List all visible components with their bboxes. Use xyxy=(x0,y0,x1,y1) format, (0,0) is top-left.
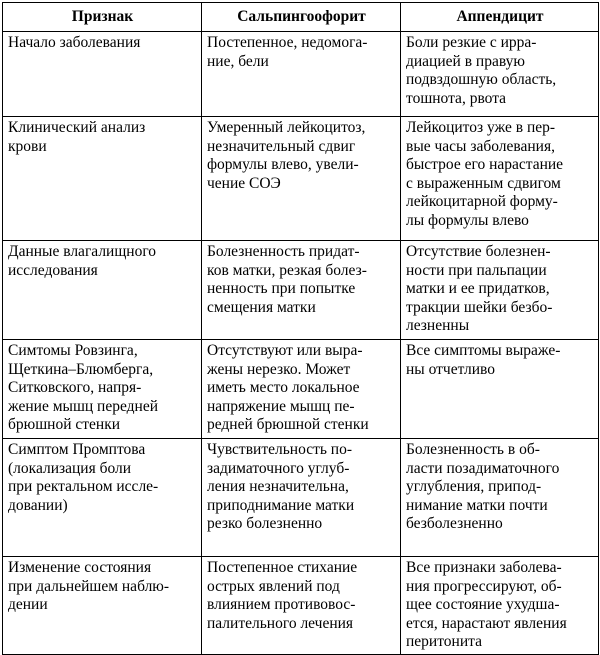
cell-appendicitis xyxy=(401,340,599,439)
table-row xyxy=(3,32,599,117)
table-row xyxy=(3,117,599,241)
cell-line: ласти позадиматочного xyxy=(406,459,560,477)
cell-line: ления незначительна, xyxy=(207,478,349,496)
cell-line: тошнота, рвота xyxy=(406,89,507,107)
cell-line: Щеткина–Блюмберга, xyxy=(8,360,154,378)
cell-line: Клинический анализ xyxy=(8,119,146,136)
cell-line: Постепенное, недомога- xyxy=(207,34,368,51)
cell-line: задиматочного углуб- xyxy=(207,459,350,477)
cell-line: лы формулы влево xyxy=(406,211,529,229)
cell-sign xyxy=(3,241,202,340)
cell-sign xyxy=(3,557,202,655)
cell-line: Чувствительность по- xyxy=(207,441,353,458)
cell-line: Ситковского, напря- xyxy=(8,379,142,397)
cell-line: Начало заболевания xyxy=(8,34,141,51)
cell-line: щее состояние ухудша- xyxy=(406,596,560,614)
table-body xyxy=(3,32,599,655)
cell-line: быстрое его нарастание xyxy=(406,156,564,174)
cell-line: ны отчетливо xyxy=(406,360,495,378)
cell-line: крови xyxy=(8,137,47,155)
cell-line: Все симптомы выраже- xyxy=(406,342,561,359)
cell-appendicitis xyxy=(401,32,599,117)
cell-line: довании) xyxy=(8,496,68,514)
cell-line: Отсутствие болезнен- xyxy=(406,243,551,260)
cell-line: острых явлений под xyxy=(207,577,340,595)
cell-line: Отсутствуют или выра- xyxy=(207,342,363,359)
cell-line: подвздошную область, xyxy=(406,71,557,89)
cell-line: перитонита xyxy=(406,633,482,651)
cell-line: углубления, припод- xyxy=(406,478,542,496)
cell-line: при ректальном иссле- xyxy=(8,478,159,496)
cell-line: Данные влагалищного xyxy=(8,243,157,260)
cell-line: Изменение состояния xyxy=(8,559,152,576)
cell-appendicitis xyxy=(401,557,599,655)
cell-line: смещения матки xyxy=(207,298,316,316)
cell-salpingo xyxy=(202,557,401,655)
cell-line: Болезненность придат- xyxy=(207,243,360,260)
cell-line: жение мышц передней xyxy=(8,397,159,415)
cell-line: ние, бели xyxy=(207,52,269,70)
cell-sign xyxy=(3,439,202,557)
cell-line: вые часы заболевания, xyxy=(406,137,555,155)
cell-salpingo xyxy=(202,340,401,439)
cell-sign xyxy=(3,340,202,439)
cell-line: лезненны xyxy=(406,317,470,335)
cell-line: приподнимание матки xyxy=(207,496,355,514)
cell-salpingo xyxy=(202,32,401,117)
cell-line: лейкоцитарной форму- xyxy=(406,193,558,211)
cell-line: брюшной стенки xyxy=(8,416,121,434)
table-header xyxy=(3,3,599,32)
table-row xyxy=(3,557,599,655)
cell-appendicitis xyxy=(401,439,599,557)
cell-line: с выраженным сдвигом xyxy=(406,174,561,192)
cell-line: иметь место локальное xyxy=(207,379,360,397)
cell-appendicitis xyxy=(401,241,599,340)
table-row xyxy=(3,340,599,439)
cell-line: жены нерезко. Может xyxy=(207,360,351,378)
cell-line: редней брюшной стенки xyxy=(207,416,369,434)
cell-line: Боли резкие с ирра- xyxy=(406,34,537,51)
cell-line: влиянием противовос- xyxy=(207,596,356,614)
header-sign: Признак xyxy=(3,3,202,32)
cell-line: Лейкоцитоз уже в пер- xyxy=(406,119,556,136)
cell-line: ется, нарастают явления xyxy=(406,614,567,632)
cell-line: Болезненность в об- xyxy=(406,441,540,458)
cell-salpingo xyxy=(202,439,401,557)
cell-line: чение СОЭ xyxy=(207,174,281,192)
cell-line: нимание матки почти xyxy=(406,496,548,514)
cell-line: формулы влево, увели- xyxy=(207,156,359,174)
cell-sign xyxy=(3,32,202,117)
cell-line: (локализация боли xyxy=(8,459,132,477)
cell-line: ния прогрессируют, об- xyxy=(406,577,562,595)
cell-line: резко болезненно xyxy=(207,515,323,533)
cell-line: Все признаки заболева- xyxy=(406,559,562,576)
cell-line: Умеренный лейкоцитоз, xyxy=(207,119,366,136)
differential-diagnosis-table xyxy=(2,2,599,655)
cell-line: ков матки, резкая болез- xyxy=(207,261,367,279)
cell-line: палительного лечения xyxy=(207,614,354,632)
cell-salpingo xyxy=(202,117,401,241)
cell-line: ности при пальпации xyxy=(406,261,547,279)
cell-line: исследования xyxy=(8,261,98,279)
cell-line: Симптом Промптова xyxy=(8,441,146,458)
cell-salpingo xyxy=(202,241,401,340)
cell-line: дении xyxy=(8,596,48,614)
cell-line: матки и ее придатков, xyxy=(406,280,550,298)
table-row xyxy=(3,241,599,340)
cell-line: диацией в правую xyxy=(406,52,525,70)
cell-line: напряжение мышц пе- xyxy=(207,397,355,415)
header-salpingo: Сальпингоофорит xyxy=(202,3,401,32)
cell-line: Постепенное стихание xyxy=(207,559,358,576)
cell-line: незначительный сдвиг xyxy=(207,137,356,155)
cell-sign xyxy=(3,117,202,241)
table-row xyxy=(3,439,599,557)
header-row xyxy=(3,3,599,32)
cell-line: тракции шейки безбо- xyxy=(406,298,553,316)
cell-line: ненность при попытке xyxy=(207,280,356,298)
cell-line: безболезненно xyxy=(406,515,503,533)
cell-appendicitis xyxy=(401,117,599,241)
cell-line: при дальнейшем наблю- xyxy=(8,577,170,595)
header-appendicitis: Аппендицит xyxy=(401,3,599,32)
cell-line: Симтомы Ровзинга, xyxy=(8,342,138,359)
